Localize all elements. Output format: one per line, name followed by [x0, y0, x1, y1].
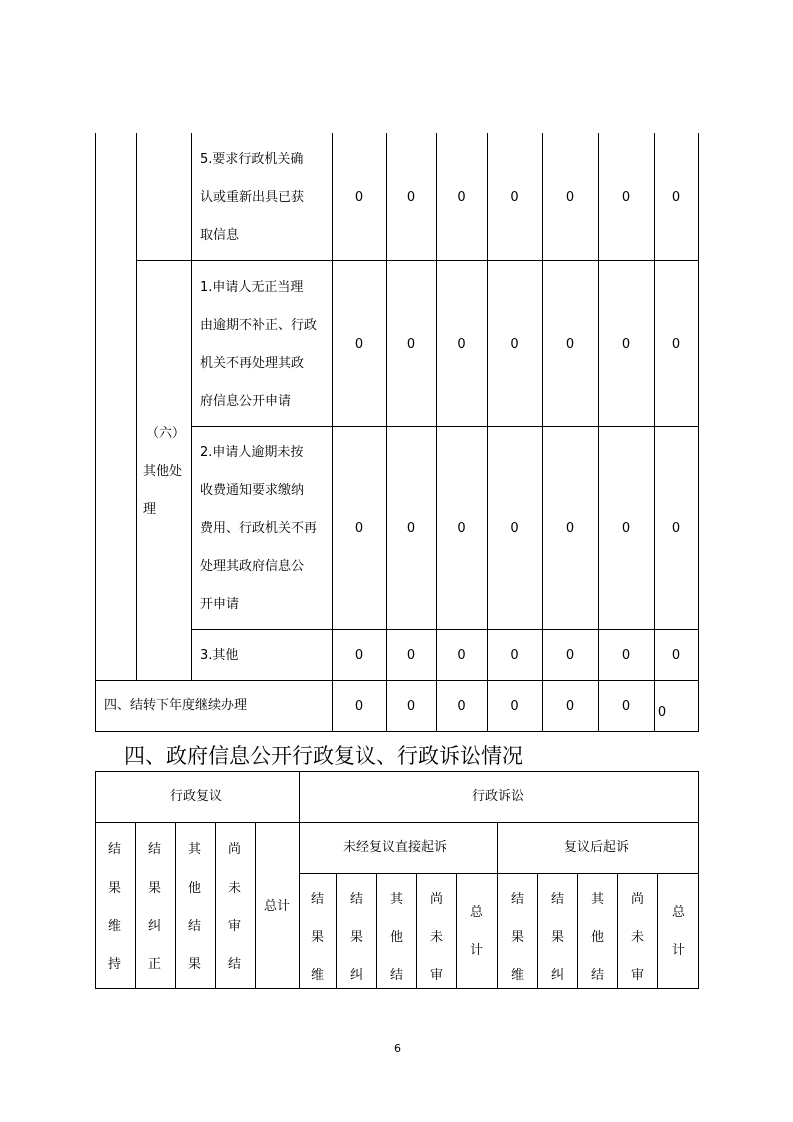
value-cell: 0 — [671, 521, 681, 536]
value-cell: 0 — [354, 699, 364, 714]
review-col-other-result: 他 — [188, 881, 202, 896]
section-heading: 四、政府信息公开行政复议、行政诉讼情况 — [124, 744, 523, 768]
review-col-other-result: 其 — [188, 842, 202, 857]
grid-line — [95, 988, 699, 989]
grid-line — [657, 873, 658, 989]
direct-col-result-maintained: 维 — [311, 968, 325, 983]
grid-line — [255, 822, 256, 989]
grid-line — [191, 629, 699, 630]
grid-line — [136, 260, 699, 261]
after-col-result-corrected: 果 — [551, 930, 565, 945]
value-cell: 0 — [406, 648, 416, 663]
grid-line — [386, 133, 387, 731]
value-cell: 0 — [621, 337, 631, 352]
review-col-result-maintained: 果 — [108, 881, 122, 896]
grid-line — [336, 873, 337, 989]
direct-col-other-result: 结 — [390, 968, 404, 983]
admin-litigation-header: 行政诉讼 — [472, 789, 525, 804]
grid-line — [487, 133, 488, 731]
value-cell: 0 — [354, 521, 364, 536]
group6-row1-label-line: 1.申请人无正当理 — [200, 280, 304, 295]
after-col-pending: 审 — [631, 968, 645, 983]
grid-line — [175, 822, 176, 989]
value-cell: 0 — [457, 699, 466, 714]
direct-col-total: 总 — [470, 905, 484, 920]
grid-line — [698, 771, 699, 989]
direct-col-pending: 审 — [430, 968, 444, 983]
value-cell: 0 — [406, 337, 416, 352]
review-col-result-corrected: 果 — [148, 881, 162, 896]
review-col-result-corrected: 结 — [148, 842, 162, 857]
value-cell: 0 — [406, 521, 416, 536]
group6-row2-label-line: 费用、行政机关不再 — [200, 521, 318, 536]
value-cell: 0 — [671, 190, 681, 205]
grid-line — [456, 873, 457, 989]
grid-line — [416, 873, 417, 989]
review-col-other-result: 结 — [188, 919, 202, 934]
group6-row2-label-line: 处理其政府信息公 — [200, 559, 305, 574]
grid-line — [95, 731, 699, 732]
value-cell: 0 — [354, 190, 364, 205]
grid-line — [135, 822, 136, 989]
grid-line — [654, 133, 655, 731]
review-col-result-corrected: 纠 — [148, 919, 162, 934]
value-cell: 0 — [621, 648, 631, 663]
group6-row3-label: 3.其他 — [200, 648, 239, 663]
grid-line — [542, 133, 543, 731]
direct-col-other-result: 其 — [390, 892, 404, 907]
direct-col-pending: 尚 — [430, 892, 444, 907]
after-col-other-result: 其 — [591, 892, 605, 907]
review-col-result-maintained: 维 — [108, 919, 122, 934]
group6-row1-label-line: 机关不再处理其政 — [200, 356, 305, 371]
review-col-result-maintained: 结 — [108, 842, 122, 857]
grid-line — [136, 133, 137, 680]
group6-row2-label-line: 收费通知要求缴纳 — [200, 483, 305, 498]
after-col-total: 计 — [672, 943, 686, 958]
value-cell: 0 — [406, 190, 416, 205]
direct-col-result-corrected: 结 — [350, 892, 364, 907]
value-cell: 0 — [510, 648, 519, 663]
review-col-pending: 尚 — [228, 842, 242, 857]
direct-suit-header: 未经复议直接起诉 — [343, 840, 448, 855]
grid-line — [617, 873, 618, 989]
review-col-pending: 审 — [228, 919, 242, 934]
after-col-result-corrected: 结 — [551, 892, 565, 907]
value-cell: 0 — [565, 699, 575, 714]
direct-col-result-maintained: 结 — [311, 892, 325, 907]
direct-col-pending: 未 — [430, 930, 444, 945]
after-review-suit-header: 复议后起诉 — [564, 840, 630, 855]
value-cell: 0 — [406, 699, 416, 714]
grid-line — [299, 771, 300, 989]
value-cell: 0 — [671, 337, 681, 352]
value-cell: 0 — [510, 521, 519, 536]
row5-label-line: 5.要求行政机关确 — [200, 152, 304, 167]
admin-review-header: 行政复议 — [170, 789, 223, 804]
direct-col-result-maintained: 果 — [311, 930, 325, 945]
page-number: 6 — [394, 1042, 401, 1055]
value-cell: 0 — [510, 190, 519, 205]
group6-label-line: （六） — [146, 426, 186, 441]
group6-row2-label-line: 2.申请人逾期未按 — [200, 445, 304, 460]
grid-line — [215, 822, 216, 989]
group6-row1-label-line: 府信息公开申请 — [200, 394, 292, 409]
grid-line — [598, 133, 599, 731]
value-cell: 0 — [457, 648, 466, 663]
grid-line — [698, 133, 699, 731]
grid-line — [376, 873, 377, 989]
grid-line — [95, 771, 699, 772]
review-col-result-corrected: 正 — [148, 957, 162, 972]
after-col-pending: 尚 — [631, 892, 645, 907]
grid-line — [95, 680, 699, 681]
value-cell: 0 — [354, 648, 364, 663]
direct-col-result-corrected: 纠 — [350, 968, 364, 983]
direct-col-result-corrected: 果 — [350, 930, 364, 945]
value-cell: 0 — [510, 699, 519, 714]
value-cell: 0 — [565, 648, 575, 663]
after-col-other-result: 结 — [591, 968, 605, 983]
row5-label-line: 取信息 — [200, 228, 240, 243]
value-cell: 0 — [457, 337, 466, 352]
value-cell: 0 — [621, 521, 631, 536]
after-col-result-maintained: 果 — [511, 930, 525, 945]
grid-line — [537, 873, 538, 989]
group6-row1-label-line: 由逾期不补正、行政 — [200, 318, 318, 333]
value-cell: 0 — [657, 705, 667, 720]
after-col-result-corrected: 纠 — [551, 968, 565, 983]
grid-line — [299, 873, 699, 874]
review-col-other-result: 果 — [188, 957, 202, 972]
after-col-total: 总 — [672, 905, 686, 920]
review-col-total: 总计 — [264, 899, 291, 914]
direct-col-other-result: 他 — [390, 930, 404, 945]
value-cell: 0 — [621, 190, 631, 205]
after-col-pending: 未 — [631, 930, 645, 945]
group6-label-line: 其他处 — [143, 464, 183, 479]
row5-label-line: 认或重新出具已获 — [200, 190, 305, 205]
value-cell: 0 — [621, 699, 631, 714]
value-cell: 0 — [565, 190, 575, 205]
after-col-result-maintained: 维 — [511, 968, 525, 983]
direct-col-total: 计 — [470, 943, 484, 958]
value-cell: 0 — [565, 521, 575, 536]
review-col-pending: 结 — [228, 957, 242, 972]
value-cell: 0 — [354, 337, 364, 352]
value-cell: 0 — [457, 190, 466, 205]
group6-row2-label-line: 开申请 — [200, 597, 240, 612]
grid-line — [191, 426, 699, 427]
group6-label-line: 理 — [143, 502, 157, 517]
grid-line — [497, 822, 498, 989]
after-col-result-maintained: 结 — [511, 892, 525, 907]
carryover-label: 四、结转下年度继续办理 — [104, 698, 248, 713]
review-col-result-maintained: 持 — [108, 957, 122, 972]
review-col-pending: 未 — [228, 881, 242, 896]
grid-line — [95, 133, 96, 731]
value-cell: 0 — [565, 337, 575, 352]
value-cell: 0 — [457, 521, 466, 536]
grid-line — [577, 873, 578, 989]
value-cell: 0 — [510, 337, 519, 352]
grid-line — [332, 133, 333, 731]
after-col-other-result: 他 — [591, 930, 605, 945]
grid-line — [95, 771, 96, 989]
value-cell: 0 — [671, 648, 681, 663]
grid-line — [436, 133, 437, 731]
grid-line — [191, 133, 192, 680]
grid-line — [95, 822, 699, 823]
